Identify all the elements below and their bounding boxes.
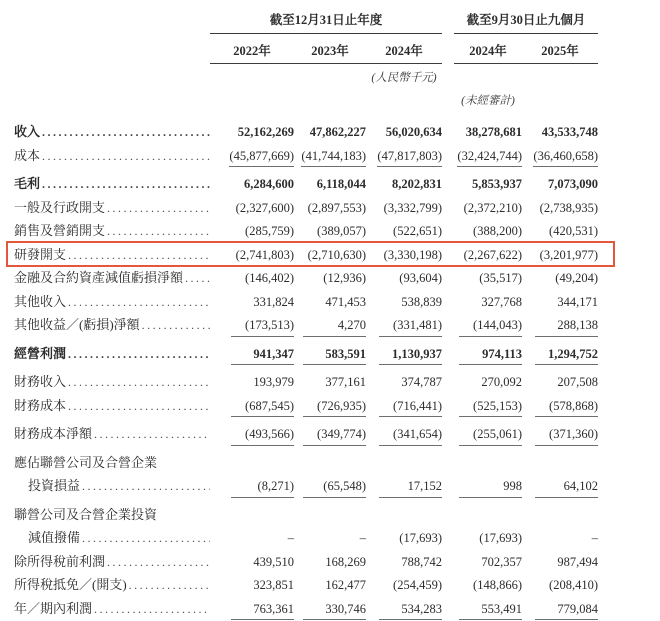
value-cell [454, 427, 522, 446]
row-label-text: 其他收益／(虧損)淨額 [14, 314, 140, 333]
value-cell [210, 399, 294, 418]
table-row [14, 504, 612, 528]
value-text: (93,604) [379, 271, 442, 286]
value-cell [454, 318, 522, 337]
value-text: 5,853,937 [459, 177, 522, 192]
value-cell [210, 224, 294, 239]
row-label [14, 267, 210, 286]
value-text: 288,138 [535, 318, 598, 337]
row-label-text: 聯營公司及合營企業投資 [14, 504, 157, 523]
row-label [14, 343, 210, 362]
value-text: (716,441) [379, 399, 442, 418]
value-text: 56,020,634 [379, 125, 442, 140]
dot-leader [42, 176, 210, 192]
value-text: (32,424,744) [457, 149, 522, 168]
row-label-text: 應佔聯營公司及合營企業 [14, 452, 157, 471]
value-cell [454, 375, 522, 390]
value-text: 998 [459, 479, 522, 498]
value-cell [366, 248, 442, 263]
value-text: (388,200) [459, 224, 522, 239]
row-label-text: 減值撥備 [28, 527, 80, 546]
value-text: (420,531) [535, 224, 598, 239]
value-cell [522, 125, 598, 140]
row-label-text: 一般及行政開支 [14, 197, 105, 216]
value-text: (36,460,658) [533, 149, 598, 168]
value-text: (371,360) [535, 427, 598, 446]
dot-leader [68, 346, 210, 362]
currency-note-row [14, 69, 612, 85]
value-text: 1,130,937 [379, 347, 442, 366]
value-cell [366, 427, 442, 446]
value-text: (525,153) [459, 399, 522, 418]
value-cell [454, 555, 522, 570]
value-cell [366, 271, 442, 286]
value-text: (148,866) [459, 578, 522, 593]
table-row [14, 173, 612, 197]
value-cell [366, 295, 442, 310]
value-cell [294, 295, 366, 310]
value-text: 6,284,600 [231, 177, 294, 192]
value-cell [522, 224, 598, 239]
row-label-text: 其他收入 [14, 291, 66, 310]
value-text: 43,533,748 [535, 125, 598, 140]
value-cell [522, 555, 598, 570]
value-text: 583,591 [303, 347, 366, 366]
value-cell [454, 177, 522, 192]
table-row [14, 527, 612, 551]
row-label [14, 423, 210, 442]
dot-leader [142, 317, 210, 333]
value-cell [210, 479, 294, 498]
value-text: (2,897,553) [303, 201, 366, 216]
value-text: 330,746 [303, 602, 366, 621]
value-text: (146,402) [231, 271, 294, 286]
dot-leader [68, 398, 210, 414]
dot-leader [82, 530, 210, 546]
value-text: (49,204) [535, 271, 598, 286]
table-row [14, 423, 612, 447]
row-label [14, 291, 210, 310]
year-column-2023: 2023年 [294, 41, 366, 64]
value-cell [294, 149, 366, 168]
value-cell [454, 578, 522, 593]
value-text: 207,508 [535, 375, 598, 390]
value-text: – [303, 531, 366, 546]
dot-leader [82, 478, 210, 494]
dot-leader [129, 577, 210, 593]
value-cell [454, 295, 522, 310]
value-cell [366, 347, 442, 366]
value-text: (8,271) [231, 479, 294, 498]
row-label [14, 145, 210, 164]
year-column-2022: 2022年 [210, 41, 294, 64]
value-text: (3,332,799) [379, 201, 442, 216]
value-cell [366, 201, 442, 216]
value-text: (255,061) [459, 427, 522, 446]
dot-leader [94, 601, 210, 617]
row-label-text: 成本 [14, 145, 40, 164]
value-cell [210, 375, 294, 390]
value-text: 471,453 [303, 295, 366, 310]
value-text: 377,161 [303, 375, 366, 390]
value-cell [522, 347, 598, 366]
value-cell [294, 375, 366, 390]
row-label [14, 574, 210, 593]
value-text: 344,171 [535, 295, 598, 310]
table-row [14, 291, 612, 315]
year-column-2025-ninemonth: 2025年 [522, 41, 598, 64]
value-cell [366, 399, 442, 418]
value-cell [454, 224, 522, 239]
currency-unit-note: (人民幣千元) [366, 69, 442, 85]
value-cell [294, 201, 366, 216]
value-text: (493,566) [231, 427, 294, 446]
value-cell [522, 295, 598, 310]
table-row [14, 598, 612, 621]
value-cell [522, 399, 598, 418]
row-label-text: 銷售及營銷開支 [14, 220, 105, 239]
value-text: 7,073,090 [535, 177, 598, 192]
value-text: 702,357 [459, 555, 522, 570]
table-row [14, 220, 612, 244]
row-label [14, 220, 210, 239]
value-cell [454, 271, 522, 286]
value-cell [294, 479, 366, 498]
value-text: 439,510 [231, 555, 294, 570]
value-cell [366, 479, 442, 498]
value-cell [366, 602, 442, 621]
table-row [14, 145, 612, 169]
value-cell [454, 479, 522, 498]
value-text: 763,361 [231, 602, 294, 621]
row-label-text: 研發開支 [14, 244, 66, 263]
value-text: 779,084 [535, 602, 598, 621]
value-text: (726,935) [303, 399, 366, 418]
table-body [14, 121, 612, 621]
value-cell [366, 578, 442, 593]
value-text: (578,868) [535, 399, 598, 418]
value-cell [294, 224, 366, 239]
row-label [14, 121, 210, 140]
value-cell [294, 399, 366, 418]
table-row [14, 452, 612, 476]
value-text: 52,162,269 [231, 125, 294, 140]
row-label [14, 244, 210, 263]
value-cell [454, 125, 522, 140]
value-text: (2,372,210) [459, 201, 522, 216]
value-cell [294, 318, 366, 337]
value-cell [522, 318, 598, 337]
value-cell [210, 555, 294, 570]
value-text: (522,651) [379, 224, 442, 239]
row-label [14, 475, 210, 494]
value-cell [366, 125, 442, 140]
value-cell [294, 125, 366, 140]
value-cell [210, 427, 294, 446]
value-text: 8,202,831 [379, 177, 442, 192]
value-text: – [535, 531, 598, 546]
value-text: (47,817,803) [377, 149, 442, 168]
dot-leader [68, 374, 210, 390]
value-cell [454, 149, 522, 168]
value-cell [454, 399, 522, 418]
value-text: (173,513) [231, 318, 294, 337]
value-text: 327,768 [459, 295, 522, 310]
value-cell [294, 427, 366, 446]
value-cell [294, 602, 366, 621]
value-cell [294, 347, 366, 366]
value-text: 553,491 [459, 602, 522, 621]
value-cell [366, 224, 442, 239]
value-text: (341,654) [379, 427, 442, 446]
row-label [14, 173, 210, 192]
row-label-text: 年／期內利潤 [14, 598, 92, 617]
value-text: 323,851 [231, 578, 294, 593]
value-cell [522, 578, 598, 593]
value-cell [454, 531, 522, 546]
value-cell [522, 177, 598, 192]
period-group-header-row [14, 10, 612, 34]
value-text: 331,824 [231, 295, 294, 310]
row-label-text: 經營利潤 [14, 343, 66, 362]
value-text: 941,347 [231, 347, 294, 366]
value-text: 38,278,681 [459, 125, 522, 140]
value-text: (687,545) [231, 399, 294, 418]
value-cell [294, 271, 366, 286]
value-cell [522, 149, 598, 168]
row-label [14, 371, 210, 390]
value-cell [522, 375, 598, 390]
value-cell [366, 149, 442, 168]
value-cell [522, 271, 598, 286]
value-text: (2,267,622) [459, 248, 522, 263]
dot-leader [94, 426, 210, 442]
value-cell [522, 427, 598, 446]
value-text: (208,410) [535, 578, 598, 593]
year-column-2024: 2024年 [366, 41, 442, 64]
row-label-text: 財務成本 [14, 395, 66, 414]
value-text: 534,283 [379, 602, 442, 621]
dot-leader [42, 148, 210, 164]
value-text: (2,741,803) [231, 248, 294, 263]
value-text: (17,693) [379, 531, 442, 546]
row-label-text: 收入 [14, 121, 40, 140]
row-label-text: 除所得稅前利潤 [14, 551, 105, 570]
value-cell [366, 177, 442, 192]
value-cell [366, 375, 442, 390]
value-cell [210, 295, 294, 310]
value-cell [294, 578, 366, 593]
value-text: 193,979 [231, 375, 294, 390]
value-text: 4,270 [303, 318, 366, 337]
value-cell [210, 318, 294, 337]
value-cell [210, 201, 294, 216]
value-text: (17,693) [459, 531, 522, 546]
year-column-2024-ninemonth: 2024年 [454, 41, 522, 64]
row-label-text: 財務收入 [14, 371, 66, 390]
value-text: (285,759) [231, 224, 294, 239]
value-cell [294, 248, 366, 263]
value-text: 162,477 [303, 578, 366, 593]
value-text: 64,102 [535, 479, 598, 498]
value-cell [210, 125, 294, 140]
value-text: 974,113 [459, 347, 522, 366]
dot-leader [68, 294, 210, 310]
row-label-text: 金融及合約資產減值虧損淨額 [14, 267, 183, 286]
value-text: (2,738,935) [535, 201, 598, 216]
dot-leader [107, 223, 210, 239]
value-text: – [231, 531, 294, 546]
value-cell [294, 555, 366, 570]
row-label [14, 395, 210, 414]
value-text: (254,459) [379, 578, 442, 593]
value-cell [210, 347, 294, 366]
value-text: 538,839 [379, 295, 442, 310]
value-cell [210, 602, 294, 621]
table-row [14, 371, 612, 395]
value-text: 6,118,044 [303, 177, 366, 192]
period-group-ninemonth: 截至9月30日止九個月 [454, 10, 598, 34]
value-text: 270,092 [459, 375, 522, 390]
year-header-row [14, 41, 612, 64]
table-row [14, 551, 612, 575]
value-text: (41,744,183) [301, 149, 366, 168]
row-label-text: 財務成本淨額 [14, 423, 92, 442]
table-row [14, 395, 612, 419]
value-cell [454, 347, 522, 366]
value-text: (2,327,600) [231, 201, 294, 216]
value-text: (35,517) [459, 271, 522, 286]
unaudited-note: (未經審計) [454, 92, 522, 108]
value-cell [522, 602, 598, 621]
value-text: (12,936) [303, 271, 366, 286]
dot-leader [107, 554, 210, 570]
value-cell [522, 248, 598, 263]
value-cell [210, 248, 294, 263]
row-label-text: 毛利 [14, 173, 40, 192]
row-label [14, 504, 210, 523]
value-text: 987,494 [535, 555, 598, 570]
row-label [14, 452, 210, 471]
table-row [14, 121, 612, 145]
row-label-text: 所得稅抵免／(開支) [14, 574, 127, 593]
value-text: (2,710,630) [303, 248, 366, 263]
table-row [14, 343, 612, 367]
table-row [14, 574, 612, 598]
row-label [14, 598, 210, 617]
value-text: (331,481) [379, 318, 442, 337]
value-cell [294, 531, 366, 546]
value-cell [454, 201, 522, 216]
dot-leader [68, 247, 210, 263]
row-label [14, 197, 210, 216]
value-cell [210, 578, 294, 593]
period-group-annual: 截至12月31日止年度 [210, 10, 442, 34]
dot-leader [42, 124, 210, 140]
value-text: 168,269 [303, 555, 366, 570]
value-text: (144,043) [459, 318, 522, 337]
row-label [14, 527, 210, 546]
value-cell [210, 149, 294, 168]
value-text: (349,774) [303, 427, 366, 446]
table-row [14, 197, 612, 221]
value-cell [454, 248, 522, 263]
value-text: 47,862,227 [303, 125, 366, 140]
value-cell [522, 531, 598, 546]
row-label-text: 投資損益 [28, 475, 80, 494]
value-text: (65,548) [303, 479, 366, 498]
value-text: (3,330,198) [379, 248, 442, 263]
value-text: 374,787 [379, 375, 442, 390]
table-row [14, 475, 612, 499]
dot-leader [107, 200, 210, 216]
row-label [14, 551, 210, 570]
table-row [14, 314, 612, 338]
row-label [14, 314, 210, 333]
value-text: 1,294,752 [535, 347, 598, 366]
table-row-highlighted-rnd-expenses [14, 244, 612, 268]
value-cell [210, 531, 294, 546]
value-cell [522, 479, 598, 498]
value-text: (45,877,669) [229, 149, 294, 168]
table-row [14, 267, 612, 291]
value-cell [294, 177, 366, 192]
value-cell [210, 271, 294, 286]
value-text: 17,152 [379, 479, 442, 498]
value-text: (389,057) [303, 224, 366, 239]
value-cell [454, 602, 522, 621]
value-cell [522, 201, 598, 216]
value-text: 788,742 [379, 555, 442, 570]
unaudited-note-row [14, 92, 612, 108]
value-cell [366, 531, 442, 546]
dot-leader [185, 270, 210, 286]
value-cell [366, 555, 442, 570]
value-text: (3,201,977) [535, 248, 598, 263]
value-cell [366, 318, 442, 337]
value-cell [210, 177, 294, 192]
